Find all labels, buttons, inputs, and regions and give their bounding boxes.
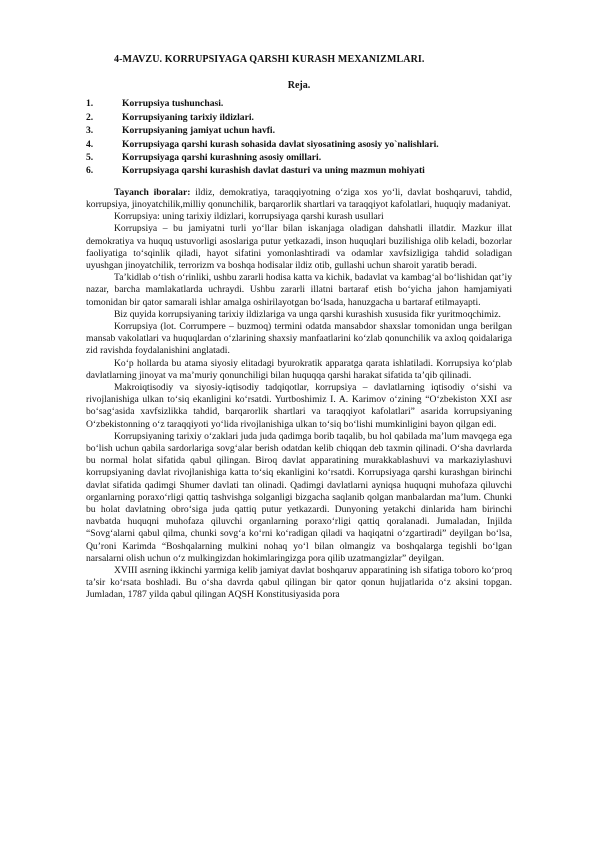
plan-item-text: Korrupsiyaga qarshi kurashning asosiy omillari. xyxy=(122,151,322,163)
body-paragraph: Korrupsiya – bu jamiyatni turli yo‘llar bilan iskanjaga oladigan dahshatli illatdir. Mazkur illat demokratiya va huquq ustuvorligi asoslariga putur yetkazadi, inson huquqlari buzilishiga olib keladi, bozorlar faoliyatiga to‘sqinlik qiladi, hayot sifatini yomonlashtiradi va odamlar xavfsizligiga tahdid soladigan uyushgan jinoyatchilik, terrorizm va boshqa hodisalar ildiz otib, gullashi uchun sharoit yaratib beradi. xyxy=(86,223,512,271)
body-paragraph: Korrupsiyaning tarixiy o‘zaklari juda juda qadimga borib taqalib, bu hol qabilada ma’lum mavqega ega bo‘lish uchun qabila sardorlariga sovg‘alar berish odatdan kelib chiqqan deb taxmin qilinadi. O‘sha davrlarda bu normal holat sifatida qabul qilingan. Biroq davlat apparatining murakkablashuvi va markaziylashuvi korrupsiyaning davlat rivojlanishiga katta to‘siq ekanligini ko‘rsatdi. Korrupsiyaga qarshi kurashgan birinchi davlat sifatida qadimgi Shumer davlati tan olinadi. Qadimgi davlatlarni ayniqsa huquqni muhofaza qiluvchi organlarning poraxo‘rligi qattiq tashvishga solganligi bizgacha saqlanib qolgan manbalardan ma’lum. Chunki bu holat davlatning obro‘siga juda qattiq putur yetkazardi. Dunyoning yetakchi dinlarida ham birinchi navbatda huquqni muhofaza qiluvchi organlarning poraxo‘rligi qattiq qoralanadi. Jumaladan, Injilda “Sovg‘alarni qabul qilma, chunki sovg‘a ko‘rni ko‘radigan qiladi va haqiqatni o‘zgartiradi” deyilgan bo‘lsa, Qu’roni Karimda “Boshqalarning mulkini nohaq yo‘l bilan olmangiz va boshqalarga tegishli bo‘lgan narsalarni olish uchun o‘z mulkingizdan hokimlaringizga pora qilib uzatmangizlar” deyilgan. xyxy=(86,430,512,564)
body-paragraph: Ta’kidlab o‘tish o‘rinliki, ushbu zararli hodisa katta va kichik, badavlat va kambag‘al bo‘lishidan qat’iy nazar, barcha mamlakatlarda uchraydi. Ushbu zararli illatni bartaraf etish bo‘yicha jahon hamjamiyati tomonidan bir qator samarali ishlar amalga oshirilayotgan bo‘lsada, hanuzgacha u bartaraf etilmayapti. xyxy=(86,272,512,308)
plan-item xyxy=(86,125,512,138)
plan-heading: Reja. xyxy=(287,80,311,92)
plan-item-text: Korrupsiyaning jamiyat uchun havfi. xyxy=(122,125,275,137)
plan-item xyxy=(86,165,512,178)
key-terms-paragraph xyxy=(86,187,512,211)
plan-item xyxy=(86,112,512,125)
document-title: 4-MAVZU. KORRUPSIYAGA QARSHI KURASH MEXANIZMLARI. xyxy=(114,54,425,65)
body-paragraph: Ko‘p hollarda bu atama siyosiy elitadagi byurokratik apparatga qarata ishlatiladi. Korrupsiya ko‘plab davlatlarning jinoyat va ma’muriy qonunchiligi bilan huquqqa qarshi harakat sifatida ta’qib qilinadi. xyxy=(86,357,512,381)
body-paragraph: Korrupsiya (lot. Corrumpere – buzmoq) termini odatda mansabdor shaxslar tomonidan unga berilgan mansab vakolatlari va huquqlardan o‘zlarining shaxsiy manfaatlarini ko‘zlab qonunchilik va axloq qoidalariga zid ravishda foydalanishini anglatadi. xyxy=(86,320,512,357)
plan-item xyxy=(86,139,512,152)
key-terms-label: Tayanch iboralar: xyxy=(114,186,191,198)
plan-item-text: Korrupsiya tushunchasi. xyxy=(122,98,224,110)
plan-item-number: 1. xyxy=(86,98,94,110)
plan-item-number: 6. xyxy=(86,165,94,177)
body-paragraph: Korrupsiya: uning tarixiy ildizlari, korrupsiyaga qarshi kurash usullari xyxy=(114,211,384,223)
plan-list xyxy=(86,98,512,178)
plan-item xyxy=(86,152,512,165)
body-paragraph: Biz quyida korrupsiyaning tarixiy ildizlariga va unga qarshi kurashish xususida fikr yuritmoqchimiz. xyxy=(114,308,501,320)
plan-item-number: 2. xyxy=(86,111,94,123)
plan-item-text: Korrupsiyaga qarshi kurash sohasida davlat siyosatining asosiy yo`nalishlari. xyxy=(122,138,439,150)
plan-item-text: Korrupsiyaning tarixiy ildizlari. xyxy=(122,111,254,123)
body-paragraph: XVIII asrning ikkinchi yarmiga kelib jamiyat davlat boshqaruv apparatining ish sifatiga toboro ko‘proq ta’sir ko‘rsata boshladi. Bu o‘sha davrda qabul qilingan bir qator qonun hujjatlarida o‘z aksini topgan. Jumladan, 1787 yilda qabul qilingan AQSH Konstitusiyasida pora xyxy=(86,565,512,601)
plan-item-text: Korrupsiyaga qarshi kurashish davlat dasturi va uning mazmun mohiyati xyxy=(122,165,425,177)
document-page xyxy=(86,54,512,602)
plan-item-number: 3. xyxy=(86,125,94,137)
plan-item xyxy=(86,98,512,111)
body-paragraph: Makroiqtisodiy va siyosiy-iqtisodiy tadqiqotlar, korrupsiya – davlatlarning iqtisodiy o‘sishi va rivojlanishiga ulkan to‘siq ekanligini ko‘rsatdi. Yurtboshimiz I. A. Karimov o‘zining “O‘zbekiston XXI asr bo‘sag‘asida xavfsizlikka tahdid, barqarorlik shartlari va taraqqiyot kafolatlari” asarida korrupsiyaning O‘zbekistonning o‘z taraqqiyoti yo‘lida rivojlanishiga ulkan to‘siq bo‘lishi mumkinligini bayon qilgan edi. xyxy=(86,382,512,430)
plan-item-number: 5. xyxy=(86,151,94,163)
key-terms-text: ildiz, demokratiya, taraqqiyotning o‘ziga xos yo‘li, davlat boshqaruvi, tahdid, korrupsiya, jinoyatchilik,milliy qonunchilik, barqarorlik shartlari va taraqqiyot kafolatlari, huquqiy madaniyat. xyxy=(86,186,512,210)
plan-item-number: 4. xyxy=(86,138,94,150)
